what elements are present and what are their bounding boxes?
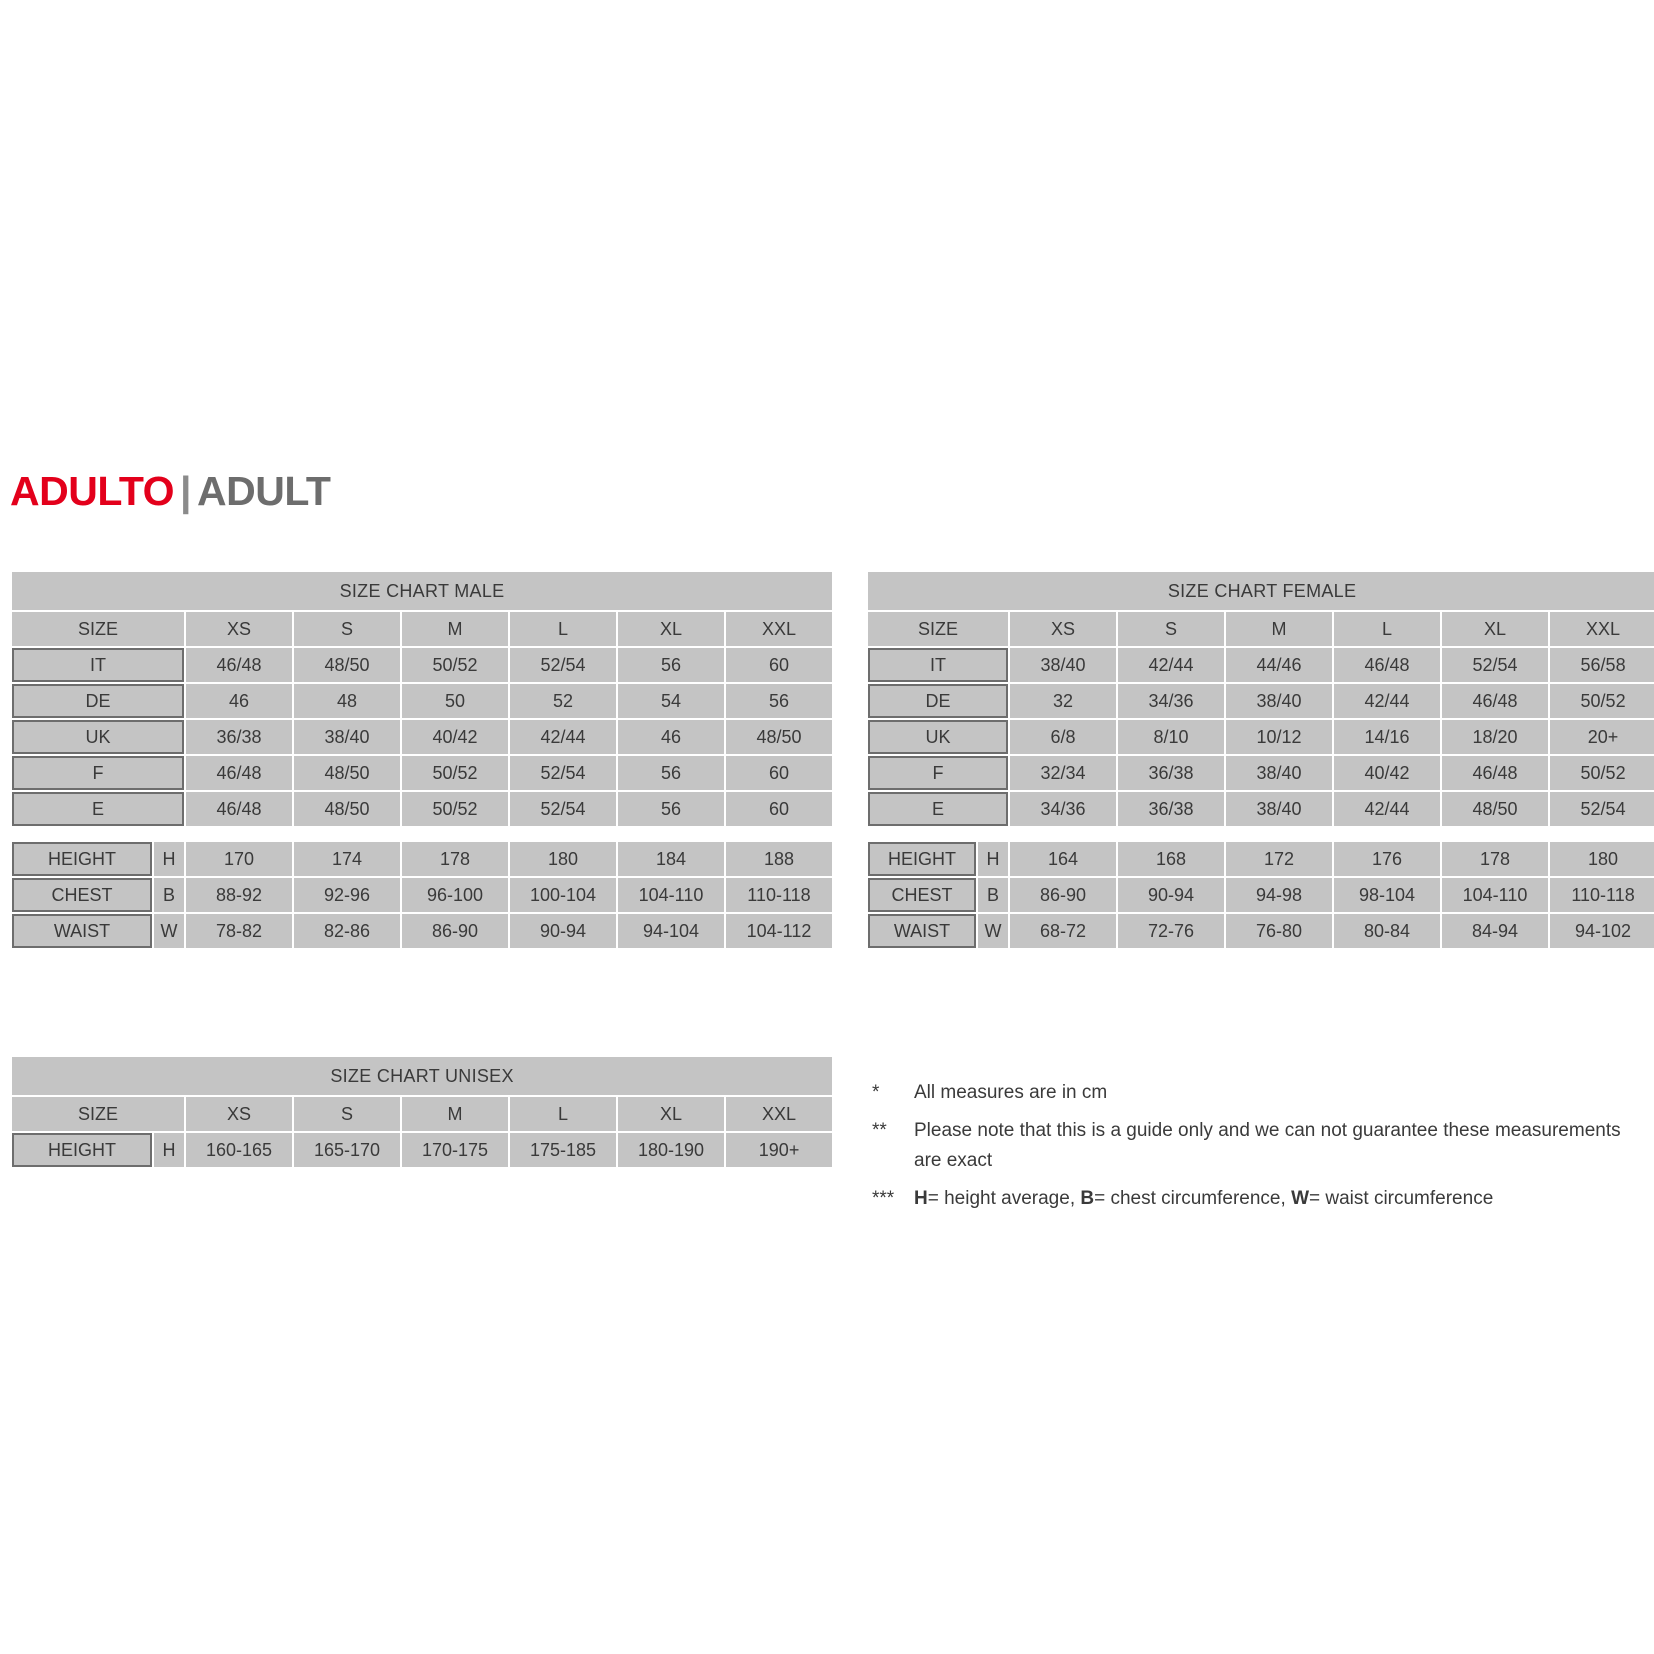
- female-e-m: 38/40: [1226, 792, 1332, 826]
- male-height-l: 180: [510, 842, 616, 876]
- female-row-label-f: F: [868, 756, 1008, 790]
- table-row: [12, 842, 832, 876]
- male-e-s: 48/50: [294, 792, 400, 826]
- male-row-label-e: E: [12, 792, 184, 826]
- female-height-s: 168: [1118, 842, 1224, 876]
- male-de-xl: 54: [618, 684, 724, 718]
- unisex-height-xs: 160-165: [186, 1133, 292, 1167]
- table-row: [12, 1133, 832, 1167]
- male-waist-m: 86-90: [402, 914, 508, 948]
- female-uk-s: 8/10: [1118, 720, 1224, 754]
- note-item: [872, 1116, 1632, 1176]
- table-row: [868, 648, 1654, 682]
- male-row-label-de: DE: [12, 684, 184, 718]
- unisex-header-row: [12, 1097, 832, 1131]
- male-height-m: 178: [402, 842, 508, 876]
- female-measure-label-chest: CHEST: [868, 878, 976, 912]
- female-e-l: 42/44: [1334, 792, 1440, 826]
- page-title-english: ADULT: [197, 468, 331, 514]
- female-waist-xl: 84-94: [1442, 914, 1548, 948]
- female-row-label-uk: UK: [868, 720, 1008, 754]
- female-height-xs: 164: [1010, 842, 1116, 876]
- female-uk-xl: 18/20: [1442, 720, 1548, 754]
- male-uk-xl: 46: [618, 720, 724, 754]
- male-e-xs: 46/48: [186, 792, 292, 826]
- page-title-italian: ADULTO: [10, 468, 175, 514]
- male-de-l: 52: [510, 684, 616, 718]
- table-row: [868, 756, 1654, 790]
- table-row: [868, 878, 1654, 912]
- male-uk-s: 38/40: [294, 720, 400, 754]
- spacer: [868, 828, 1654, 840]
- female-chest-s: 90-94: [1118, 878, 1224, 912]
- height-badge-icon: H: [978, 842, 1008, 876]
- male-waist-s: 82-86: [294, 914, 400, 948]
- male-it-xl: 56: [618, 648, 724, 682]
- male-f-l: 52/54: [510, 756, 616, 790]
- male-size-l: L: [510, 612, 616, 646]
- male-uk-xxl: 48/50: [726, 720, 832, 754]
- notes-block: [872, 1078, 1632, 1222]
- female-f-s: 36/38: [1118, 756, 1224, 790]
- female-waist-xs: 68-72: [1010, 914, 1116, 948]
- female-de-l: 42/44: [1334, 684, 1440, 718]
- male-size-header: SIZE: [12, 612, 184, 646]
- male-chest-s: 92-96: [294, 878, 400, 912]
- female-it-s: 42/44: [1118, 648, 1224, 682]
- female-f-m: 38/40: [1226, 756, 1332, 790]
- female-height-m: 172: [1226, 842, 1332, 876]
- height-badge-icon: H: [154, 1133, 184, 1167]
- page-title-separator: |: [180, 468, 192, 514]
- male-row-label-f: F: [12, 756, 184, 790]
- female-size-l: L: [1334, 612, 1440, 646]
- female-row-label-de: DE: [868, 684, 1008, 718]
- male-chest-xl: 104-110: [618, 878, 724, 912]
- waist-badge-icon: W: [978, 914, 1008, 948]
- female-chest-xs: 86-90: [1010, 878, 1116, 912]
- unisex-table: [10, 1055, 834, 1169]
- female-row-label-it: IT: [868, 648, 1008, 682]
- male-chest-l: 100-104: [510, 878, 616, 912]
- female-it-l: 46/48: [1334, 648, 1440, 682]
- male-e-l: 52/54: [510, 792, 616, 826]
- male-e-xl: 56: [618, 792, 724, 826]
- female-size-header: SIZE: [868, 612, 1008, 646]
- female-header-row: [868, 612, 1654, 646]
- unisex-height-s: 165-170: [294, 1133, 400, 1167]
- female-uk-xxl: 20+: [1550, 720, 1654, 754]
- male-de-xs: 46: [186, 684, 292, 718]
- female-waist-xxl: 94-102: [1550, 914, 1654, 948]
- female-it-xl: 52/54: [1442, 648, 1548, 682]
- female-de-xs: 32: [1010, 684, 1116, 718]
- male-size-xs: XS: [186, 612, 292, 646]
- female-height-xl: 178: [1442, 842, 1548, 876]
- male-it-xs: 46/48: [186, 648, 292, 682]
- male-size-s: S: [294, 612, 400, 646]
- female-size-xl: XL: [1442, 612, 1548, 646]
- male-e-xxl: 60: [726, 792, 832, 826]
- male-height-xl: 184: [618, 842, 724, 876]
- size-chart-unisex: [10, 1055, 834, 1169]
- unisex-size-xs: XS: [186, 1097, 292, 1131]
- female-uk-m: 10/12: [1226, 720, 1332, 754]
- unisex-height-m: 170-175: [402, 1133, 508, 1167]
- female-chest-xl: 104-110: [1442, 878, 1548, 912]
- table-row: [12, 720, 832, 754]
- unisex-size-xxl: XXL: [726, 1097, 832, 1131]
- female-it-xxl: 56/58: [1550, 648, 1654, 682]
- table-row: [868, 914, 1654, 948]
- female-size-xs: XS: [1010, 612, 1116, 646]
- female-e-xl: 48/50: [1442, 792, 1548, 826]
- table-row: [868, 720, 1654, 754]
- male-waist-l: 90-94: [510, 914, 616, 948]
- unisex-measure-label-height: HEIGHT: [12, 1133, 152, 1167]
- male-height-xs: 170: [186, 842, 292, 876]
- male-banner: SIZE CHART MALE: [12, 572, 832, 610]
- table-row: [12, 792, 832, 826]
- unisex-height-xl: 180-190: [618, 1133, 724, 1167]
- male-it-s: 48/50: [294, 648, 400, 682]
- unisex-size-l: L: [510, 1097, 616, 1131]
- female-f-xl: 46/48: [1442, 756, 1548, 790]
- male-waist-xs: 78-82: [186, 914, 292, 948]
- male-height-xxl: 188: [726, 842, 832, 876]
- male-measure-label-height: HEIGHT: [12, 842, 152, 876]
- female-size-xxl: XXL: [1550, 612, 1654, 646]
- chest-badge-icon: B: [154, 878, 184, 912]
- female-uk-l: 14/16: [1334, 720, 1440, 754]
- table-row: [868, 842, 1654, 876]
- male-uk-m: 40/42: [402, 720, 508, 754]
- table-row: [12, 756, 832, 790]
- note-text: All measures are in cm: [914, 1082, 1108, 1103]
- unisex-height-l: 175-185: [510, 1133, 616, 1167]
- female-waist-l: 80-84: [1334, 914, 1440, 948]
- male-de-m: 50: [402, 684, 508, 718]
- female-height-xxl: 180: [1550, 842, 1654, 876]
- male-chest-xs: 88-92: [186, 878, 292, 912]
- male-de-xxl: 56: [726, 684, 832, 718]
- female-e-xs: 34/36: [1010, 792, 1116, 826]
- male-row-label-uk: UK: [12, 720, 184, 754]
- female-e-xxl: 52/54: [1550, 792, 1654, 826]
- size-chart-male: [10, 570, 834, 950]
- table-row: [12, 878, 832, 912]
- table-row: [868, 684, 1654, 718]
- male-measure-label-waist: WAIST: [12, 914, 152, 948]
- female-waist-m: 76-80: [1226, 914, 1332, 948]
- female-row-label-e: E: [868, 792, 1008, 826]
- female-de-s: 34/36: [1118, 684, 1224, 718]
- female-chest-l: 98-104: [1334, 878, 1440, 912]
- note-marker: *: [872, 1082, 880, 1103]
- chest-badge-icon: B: [978, 878, 1008, 912]
- female-f-xs: 32/34: [1010, 756, 1116, 790]
- height-badge-icon: H: [154, 842, 184, 876]
- male-f-xl: 56: [618, 756, 724, 790]
- table-row: [868, 792, 1654, 826]
- male-header-row: [12, 612, 832, 646]
- page-title: [10, 468, 330, 515]
- male-f-m: 50/52: [402, 756, 508, 790]
- male-measure-label-chest: CHEST: [12, 878, 152, 912]
- male-size-xl: XL: [618, 612, 724, 646]
- male-chest-m: 96-100: [402, 878, 508, 912]
- male-f-xxl: 60: [726, 756, 832, 790]
- spacer: [12, 828, 832, 840]
- male-chest-xxl: 110-118: [726, 878, 832, 912]
- unisex-size-xl: XL: [618, 1097, 724, 1131]
- unisex-size-m: M: [402, 1097, 508, 1131]
- male-waist-xl: 94-104: [618, 914, 724, 948]
- male-it-xxl: 60: [726, 648, 832, 682]
- note-marker: **: [872, 1120, 887, 1141]
- table-row: [12, 914, 832, 948]
- male-table: [10, 570, 834, 950]
- male-uk-xs: 36/38: [186, 720, 292, 754]
- female-waist-s: 72-76: [1118, 914, 1224, 948]
- female-measure-label-height: HEIGHT: [868, 842, 976, 876]
- female-de-xxl: 50/52: [1550, 684, 1654, 718]
- male-it-l: 52/54: [510, 648, 616, 682]
- note-marker: ***: [872, 1188, 895, 1209]
- table-row: [12, 648, 832, 682]
- male-waist-xxl: 104-112: [726, 914, 832, 948]
- female-de-xl: 46/48: [1442, 684, 1548, 718]
- female-it-m: 44/46: [1226, 648, 1332, 682]
- female-chest-xxl: 110-118: [1550, 878, 1654, 912]
- female-size-s: S: [1118, 612, 1224, 646]
- note-item: [872, 1184, 1632, 1214]
- male-f-xs: 46/48: [186, 756, 292, 790]
- female-it-xs: 38/40: [1010, 648, 1116, 682]
- female-f-xxl: 50/52: [1550, 756, 1654, 790]
- male-e-m: 50/52: [402, 792, 508, 826]
- male-height-s: 174: [294, 842, 400, 876]
- unisex-size-s: S: [294, 1097, 400, 1131]
- note-text: Please note that this is a guide only and we can not guarantee these measurements are exact: [914, 1120, 1621, 1171]
- male-uk-l: 42/44: [510, 720, 616, 754]
- male-row-label-it: IT: [12, 648, 184, 682]
- male-size-m: M: [402, 612, 508, 646]
- male-it-m: 50/52: [402, 648, 508, 682]
- size-chart-female: [866, 570, 1654, 950]
- note-item: [872, 1078, 1632, 1108]
- female-chest-m: 94-98: [1226, 878, 1332, 912]
- table-row: [12, 684, 832, 718]
- female-f-l: 40/42: [1334, 756, 1440, 790]
- female-de-m: 38/40: [1226, 684, 1332, 718]
- male-f-s: 48/50: [294, 756, 400, 790]
- female-uk-xs: 6/8: [1010, 720, 1116, 754]
- unisex-banner: SIZE CHART UNISEX: [12, 1057, 832, 1095]
- male-size-xxl: XXL: [726, 612, 832, 646]
- male-de-s: 48: [294, 684, 400, 718]
- female-measure-label-waist: WAIST: [868, 914, 976, 948]
- unisex-size-header: SIZE: [12, 1097, 184, 1131]
- female-size-m: M: [1226, 612, 1332, 646]
- female-table: [866, 570, 1654, 950]
- female-height-l: 176: [1334, 842, 1440, 876]
- unisex-height-xxl: 190+: [726, 1133, 832, 1167]
- female-banner: SIZE CHART FEMALE: [868, 572, 1654, 610]
- female-e-s: 36/38: [1118, 792, 1224, 826]
- waist-badge-icon: W: [154, 914, 184, 948]
- note-text-legend: H= height average, B= chest circumference, W= waist circumference: [914, 1188, 1494, 1209]
